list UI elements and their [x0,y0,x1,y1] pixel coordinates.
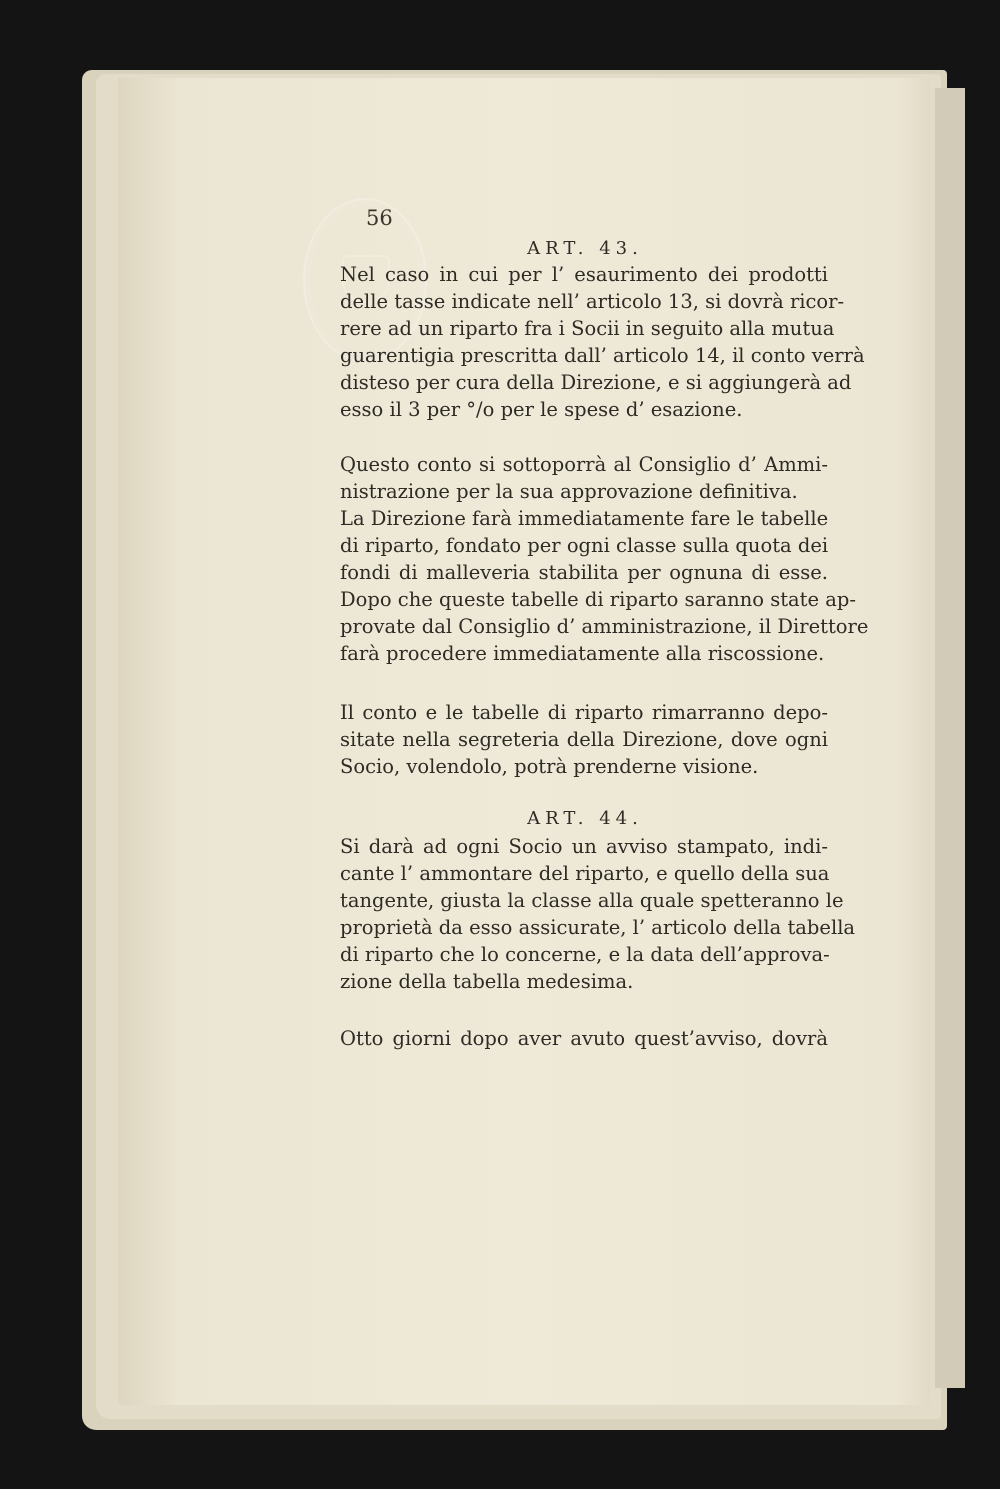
text-line: Dopo che queste tabelle di riparto saranno state ap- [340,588,856,611]
text-line: di riparto, fondato per ogni classe sulla quota dei [340,534,829,557]
facing-page-edge [935,88,965,1388]
text-line: di riparto che lo concerne, e la data dell’approva- [340,943,830,966]
text-line: rere ad un riparto fra i Socii in seguito alla mutua [340,317,835,340]
text-line: esso il 3 per °/o per le spese d’ esazione. [340,398,743,421]
page-number: 56 [366,206,393,230]
text-line: guarentigia prescritta dall’ articolo 14, il conto verrà [340,344,865,367]
text-line: delle tasse indicate nell’ articolo 13, si dovrà ricor- [340,290,845,313]
text-line: zione della tabella medesima. [340,970,634,993]
text-line: Si darà ad ogni Socio un avviso stampato, indi- [340,835,828,858]
article-43-heading: ART. 43. [527,238,643,259]
text-line: La Direzione farà immediatamente fare le tabelle [340,507,829,530]
article-44-heading: ART. 44. [527,808,643,829]
text-line: fondi di malleveria stabilita per ognuna di esse. [340,561,828,584]
text-line: disteso per cura della Direzione, e si aggiungerà ad [340,371,852,394]
text-line: Socio, volendolo, potrà prenderne visione. [340,755,759,778]
text-line: proprietà da esso assicurate, l’ articolo della tabella [340,916,856,939]
text-line: Nel caso in cui per l’ esaurimento dei prodotti [340,263,828,286]
text-line: farà procedere immediatamente alla riscossione. [340,642,825,665]
text-line: Otto giorni dopo aver avuto quest’avviso, dovrà [340,1027,828,1050]
text-line: Questo conto si sottoporrà al Consiglio d’ Ammi- [340,453,828,476]
text-line: nistrazione per la sua approvazione definitiva. [340,480,798,503]
text-line: Il conto e le tabelle di riparto rimarranno depo- [340,701,828,724]
text-line: cante l’ ammontare del riparto, e quello della sua [340,862,830,885]
text-line: sitate nella segreteria della Direzione, dove ogni [340,728,828,751]
text-line: provate dal Consiglio d’ amministrazione, il Direttore [340,615,869,638]
text-line: tangente, giusta la classe alla quale spetteranno le [340,889,844,912]
